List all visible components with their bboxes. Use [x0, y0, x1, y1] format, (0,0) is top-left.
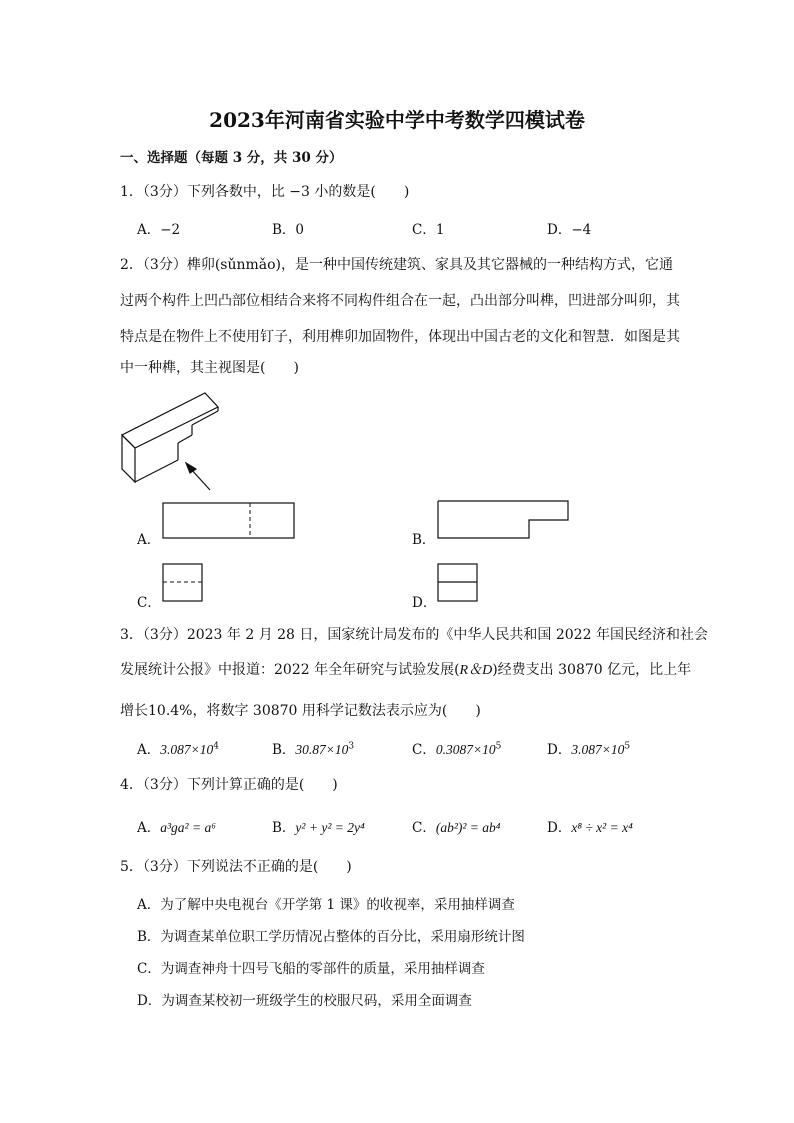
q3-option-d-base: 3.087×10: [571, 742, 625, 757]
q2-option-a-figure: [162, 502, 296, 540]
q3-option-a-base: 3.087×10: [160, 742, 214, 757]
q2-line-1: 2．（3分）榫卯(sǔnmǎo)，是一种中国传统建筑、家具及其它器械的一种结构方式，它通: [120, 257, 674, 273]
q4-option-c: [412, 816, 500, 836]
q5-option-c: C．为调查神舟十四号飞船的零部件的质量，采用抽样调查: [137, 961, 485, 977]
q4-option-b-label: B．: [272, 820, 296, 836]
q1-option-a: A．−2: [137, 222, 181, 238]
q3-option-b-label: B．: [272, 742, 296, 758]
q4-option-b: [272, 816, 365, 836]
q3-option-b: [272, 738, 354, 758]
q3-line-2-end: )经费支出 30870 亿元，比上年: [492, 662, 692, 678]
q1-option-c: C．1: [412, 222, 445, 238]
q3-option-a-label: A．: [137, 742, 161, 758]
q4-stem: 4．（3分）下列计算正确的是( ): [120, 777, 338, 793]
q2-option-d-figure: [437, 563, 479, 603]
q3-option-c-exp: 5: [495, 741, 502, 752]
q2-option-c-figure: [162, 563, 204, 603]
q3-line-1: 3．（3分）2023 年 2 月 28 日，国家统计局发布的《中华人民共和国 2022 年国民经济和社会: [120, 627, 708, 643]
q3-line-2: [120, 659, 692, 679]
q2-option-d-label: D．: [412, 595, 437, 611]
q4-option-c-expr: (ab²)² = ab⁴: [435, 820, 501, 835]
q1-stem: 1．（3分）下列各数中，比 −3 小的数是( ): [120, 184, 410, 200]
q2-option-c-label: C．: [137, 595, 161, 611]
q5-stem: 5．（3分）下列说法不正确的是( ): [120, 859, 352, 875]
q2-line-4: 中一种榫，其主视图是( ): [120, 360, 299, 376]
q3-option-c: [412, 738, 501, 758]
q2-line-3: 特点是在物件上不使用钉子，利用榫卯加固物件，体现出中国古老的文化和智慧．如图是其: [120, 329, 680, 345]
q3-line-2-start: 发展统计公报》中报道：2022 年全年研究与试验发展(: [120, 662, 460, 678]
q5-option-a: A．为了解中央电视台《开学第 1 课》的收视率，采用抽样调查: [137, 897, 515, 913]
q5-option-b: B．为调查某单位职工学历情况占整体的百分比，采用扇形统计图: [137, 929, 525, 945]
q3-option-d-exp: 5: [624, 741, 631, 752]
q3-option-a-exp: 4: [213, 741, 219, 752]
page-title: 2023年河南省实验中学中考数学四模试卷: [209, 108, 585, 132]
q1-option-b: B．0: [272, 222, 305, 238]
q4-option-a-expr: a³gа² = a⁶: [160, 820, 216, 835]
tenon-3d-figure: [110, 385, 230, 495]
section-heading: 一、选择题（每题 3 分，共 30 分）: [120, 150, 343, 166]
q4-option-a-label: A．: [137, 820, 161, 836]
q2-line-2: 过两个构件上凹凸部位相结合来将不同构件组合在一起，凸出部分叫榫，凹进部分叫卯，其: [120, 293, 680, 309]
q4-option-d-label: D．: [547, 820, 572, 836]
q4-option-d-expr: x⁸ ÷ x² = x⁴: [571, 820, 633, 835]
q4-option-b-expr: y² + y² = 2y⁴: [295, 820, 365, 835]
q4-option-d: [547, 816, 633, 836]
q5-option-d: D．为调查某校初一班级学生的校服尺码，采用全面调查: [137, 993, 472, 1009]
q3-line-3: 增长10.4%，将数字 30870 用科学记数法表示应为( ): [120, 703, 481, 719]
q2-option-b-figure: [437, 500, 571, 540]
q3-option-d-label: D．: [547, 742, 572, 758]
q3-option-b-base: 30.87×10: [295, 742, 349, 757]
q3-option-c-label: C．: [412, 742, 436, 758]
q4-option-a: [137, 816, 216, 836]
q3-option-b-exp: 3: [348, 741, 355, 752]
q2-option-a-label: A．: [137, 532, 161, 548]
q3-option-a: [137, 738, 219, 758]
q3-option-c-base: 0.3087×10: [435, 742, 496, 757]
q1-option-d: D．−4: [547, 222, 592, 238]
q2-option-b-label: B．: [412, 532, 436, 548]
q4-option-c-label: C．: [412, 820, 436, 836]
q3-rd-math: R＆D: [459, 663, 493, 678]
q3-option-d: [547, 738, 630, 758]
